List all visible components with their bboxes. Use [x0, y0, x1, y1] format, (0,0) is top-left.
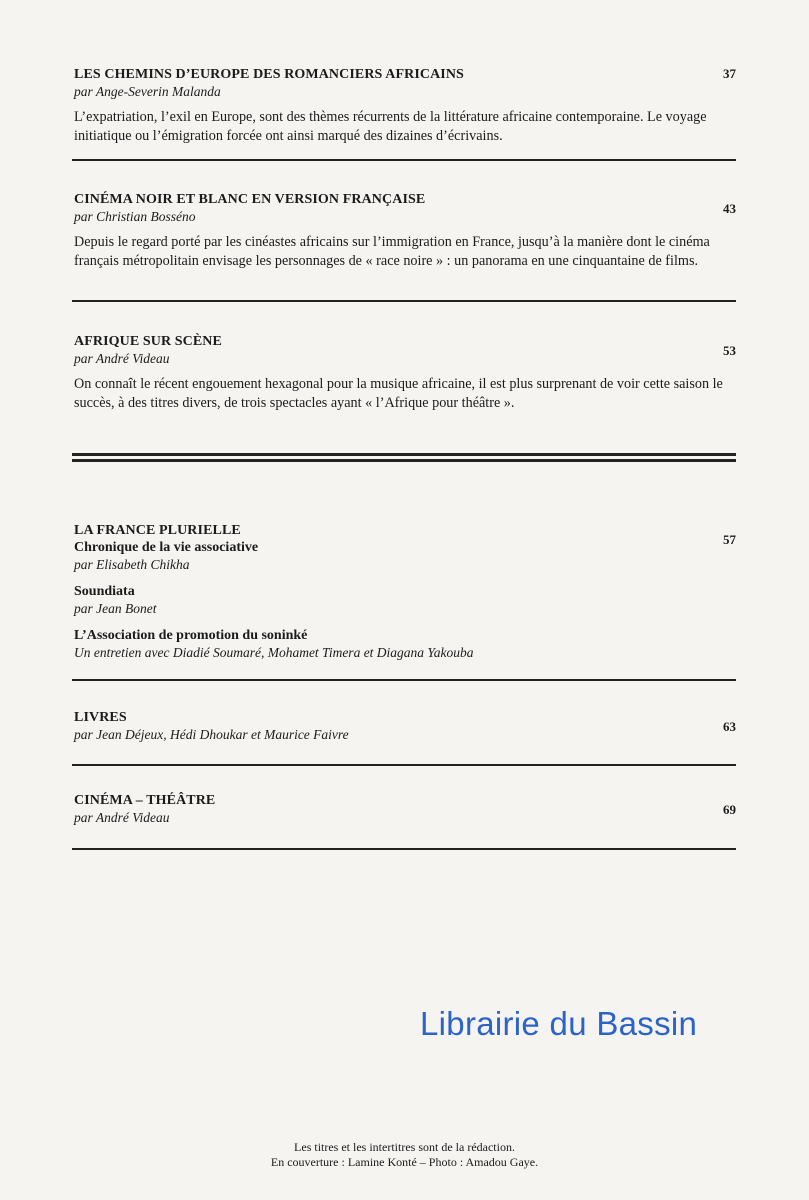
- entry-description: L’expatriation, l’exil en Europe, sont des thèmes récurrents de la littérature africaine contemporaine. Le voyage initiatique ou l’émigration forcée ont ainsi marqué des dizaines d’écrivains.: [74, 109, 707, 144]
- entry-part: [74, 539, 736, 573]
- entry-page-number: 57: [723, 532, 736, 547]
- entry-author: par Jean Déjeux, Hédi Dhoukar et Maurice Faivre: [74, 727, 349, 742]
- part-title: L’Association de promotion du soninké: [74, 628, 308, 643]
- part-title: Soundiata: [74, 584, 135, 599]
- bookseller-watermark: Librairie du Bassin: [420, 1005, 698, 1042]
- toc-entry-afrique-sur-scene: [74, 333, 736, 413]
- part-title: Chronique de la vie associative: [74, 540, 259, 555]
- divider: [72, 848, 736, 850]
- entry-page-number: 43: [723, 201, 736, 216]
- entry-description: On connaît le récent engouement hexagonal pour la musique africaine, il est plus surprenant de voir cette saison le succès, à des titres divers, de trois spectacles ayant « l’Afrique pour théâtre ».: [74, 376, 723, 411]
- entry-title: LIVRES: [74, 710, 127, 725]
- part-author: par Jean Bonet: [74, 601, 157, 616]
- part-author: par Elisabeth Chikha: [74, 557, 190, 572]
- entry-page-number: 37: [723, 66, 736, 81]
- entry-description: Depuis le regard porté par les cinéastes africains sur l’immigration en France, jusqu’à la manière dont le cinéma français métropolitain envisage les personnages de « race noire » : un panorama en une cinquantaine de films.: [74, 234, 710, 269]
- footer-credits: [0, 1140, 809, 1170]
- toc-entry-france-plurielle: [74, 522, 736, 661]
- divider: [72, 300, 736, 302]
- divider: [72, 159, 736, 161]
- entry-part: [74, 627, 736, 661]
- footer-line: En couverture : Lamine Konté – Photo : Amadou Gaye.: [270, 1155, 539, 1169]
- divider: [72, 679, 736, 681]
- entry-title: CINÉMA – THÉÂTRE: [74, 793, 216, 808]
- toc-entry-cinema-noir-blanc: [74, 191, 736, 271]
- double-divider-top: [72, 453, 736, 456]
- divider: [72, 764, 736, 766]
- entry-title: LES CHEMINS D’EUROPE DES ROMANCIERS AFRICAINS: [74, 67, 464, 82]
- entry-title: CINÉMA NOIR ET BLANC EN VERSION FRANÇAISE: [74, 192, 426, 207]
- part-author: Un entretien avec Diadié Soumaré, Mohamet Timera et Diagana Yakouba: [74, 645, 474, 660]
- toc-entry-cinema-theatre: [74, 792, 736, 826]
- entry-page-number: 63: [723, 719, 736, 734]
- toc-entry-chemins-europe: [74, 66, 736, 146]
- entry-page-number: 53: [723, 343, 736, 358]
- entry-author: par André Videau: [74, 351, 170, 366]
- entry-author: par Christian Bosséno: [74, 209, 196, 224]
- entry-title: LA FRANCE PLURIELLE: [74, 523, 241, 538]
- entry-part: [74, 583, 736, 617]
- toc-entry-livres: [74, 709, 736, 743]
- entry-author: par André Videau: [74, 810, 170, 825]
- double-divider-bottom: [72, 459, 736, 462]
- entry-title: AFRIQUE SUR SCÈNE: [74, 334, 222, 349]
- entry-author: par Ange-Severin Malanda: [74, 84, 221, 99]
- footer-line: Les titres et les intertitres sont de la rédaction.: [294, 1140, 515, 1154]
- entry-page-number: 69: [723, 802, 736, 817]
